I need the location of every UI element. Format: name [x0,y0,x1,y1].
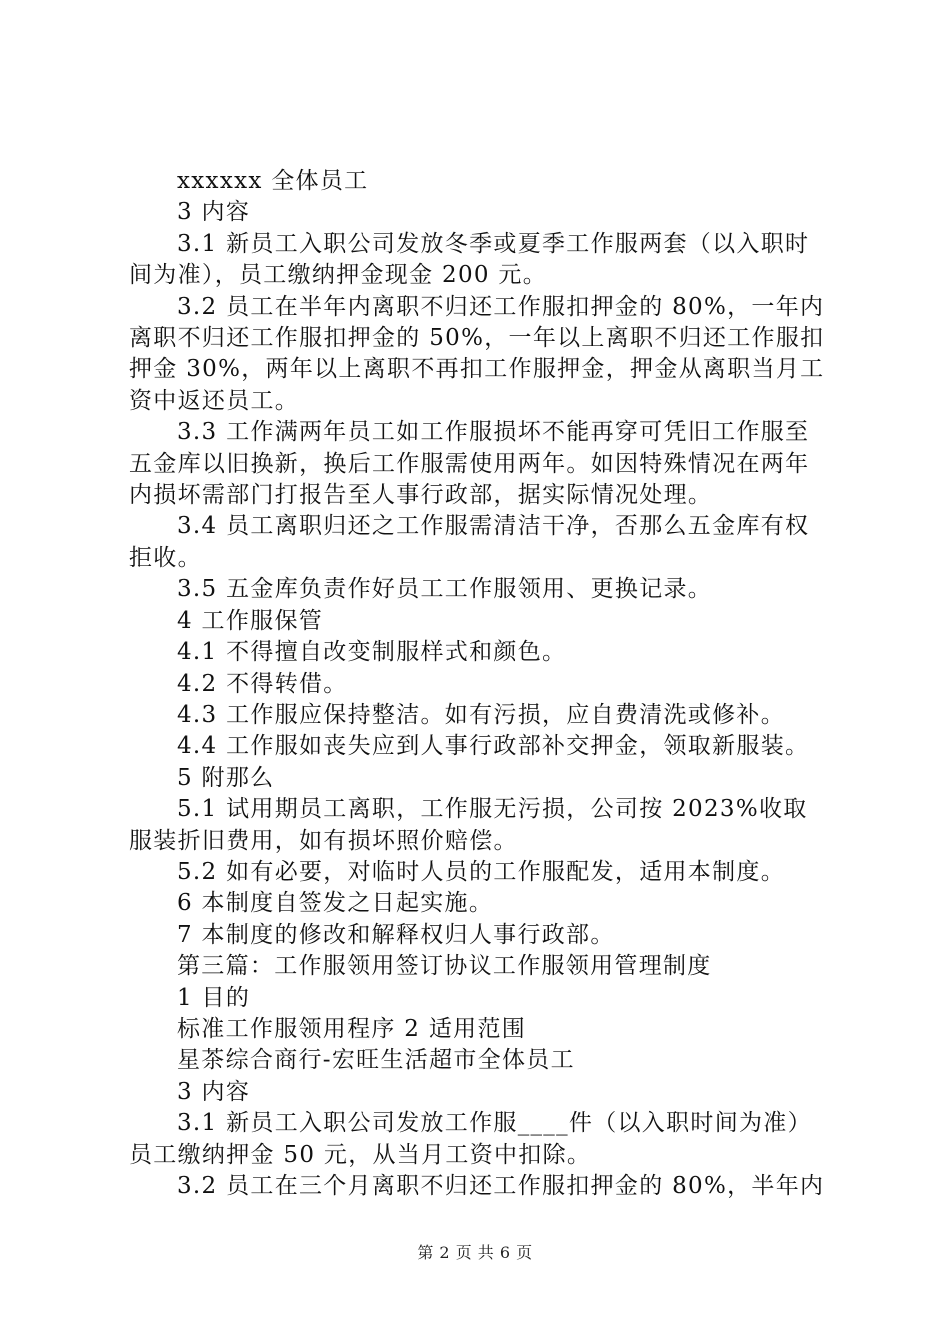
page-number: 第 2 页 共 6 页 [417,1243,533,1262]
paragraph: 7 本制度的修改和解释权归人事行政部。 [177,921,615,948]
paragraph: 4.4 工作服如丧失应到人事行政部补交押金，领取新服装。 [177,733,810,760]
paragraph: 3.2 员工在三个月离职不归还工作服扣押金的 80%，半年内 [177,1173,825,1199]
paragraph: 6 本制度自签发之日起实施。 [177,890,494,917]
paragraph: 4.3 工作服应保持整洁。如有污损，应自费清洗或修补。 [177,701,785,728]
section-heading: 3 内容 [177,199,251,226]
paragraph: 5.2 如有必要，对临时人员的工作服配发，适用本制度。 [177,858,785,885]
section-heading: 1 目的 [177,984,251,1011]
document-body [129,166,829,1202]
paragraph: 星茶综合商行-宏旺生活超市全体员工 [177,1047,575,1074]
section-heading: 4 工作服保管 [177,607,324,634]
paragraph: xxxxxx 全体员工 [177,168,369,194]
paragraph: 4.1 不得擅自改变制服样式和颜色。 [177,639,567,666]
paragraph: 3.5 五金库负责作好员工工作服领用、更换记录。 [177,576,713,603]
section-heading: 5 附那么 [177,764,275,791]
paragraph: 3.4 员工离职归还之工作服需清洁干净，否那么五金库有权拒收。 [129,513,810,571]
chapter-heading: 第三篇：工作服领用签订协议工作服领用管理制度 [177,953,712,980]
paragraph: 3.1 新员工入职公司发放冬季或夏季工作服两套（以入职时间为准），员工缴纳押金现金 200 元。 [129,230,810,289]
paragraph: 5.1 试用期员工离职，工作服无污损，公司按 2023%收取服装折旧费用，如有损坏照价赔偿。 [129,796,808,854]
paragraph: 3.2 员工在半年内离职不归还工作服扣押金的 80%，一年内离职不归还工作服扣押金的 50%，一年以上离职不归还工作服扣押金 30%，两年以上离职不再扣工作服押金，押金从离职当月工资中返还员工。 [129,293,825,414]
paragraph: 4.2 不得转借。 [177,670,348,697]
paragraph: 3.1 新员工入职公司发放工作服____件（以入职时间为准）员工缴纳押金 50 元，从当月工资中扣除。 [129,1110,812,1168]
section-heading: 3 内容 [177,1078,251,1105]
paragraph: 标准工作服领用程序 2 适用范围 [177,1015,527,1042]
paragraph: 3.3 工作满两年员工如工作服损坏不能再穿可凭旧工作服至五金库以旧换新，换后工作服需使用两年。如因特殊情况在两年内损坏需部门打报告至人事行政部，据实际情况处理。 [129,419,810,509]
